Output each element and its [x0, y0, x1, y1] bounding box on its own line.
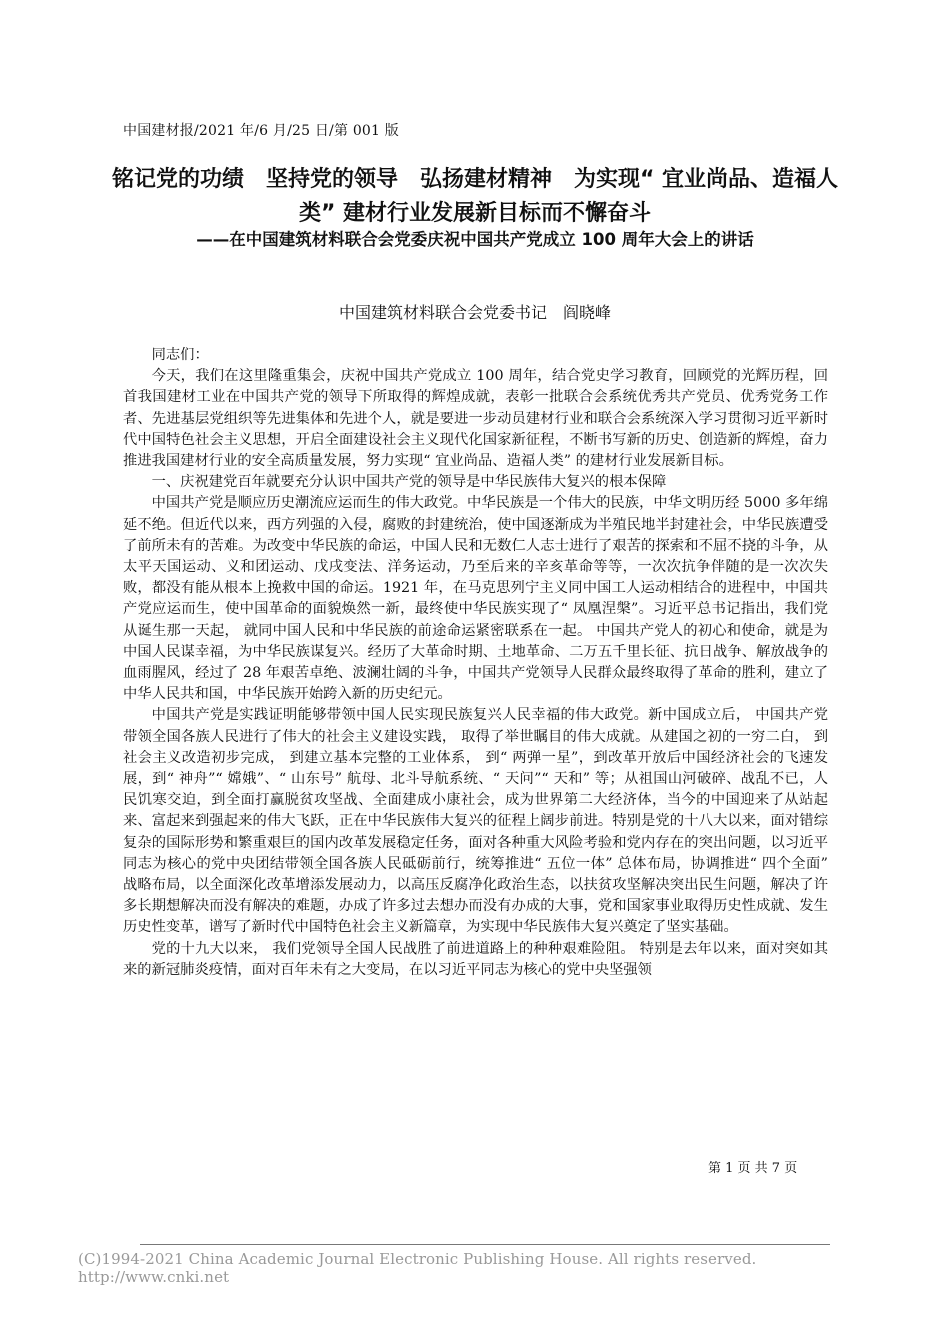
- article-author: 中国建筑材料联合会党委书记 阎晓峰: [338, 303, 611, 322]
- article-body: [123, 345, 828, 981]
- paragraph: 中国共产党是实践证明能够带领中国人民实现民族复兴人民幸福的伟大政党。新中国成立后， 中国共产党带领全国各族人民进行了伟大的社会主义建设实践， 取得了举世瞩目的伟大成就。从建国之初的一穷二白， 到社会主义改造初步完成， 到建立基本完整的工业体系， 到“ 两弹一星”，到改革开放后中国经济社会的飞速发展，到“ 神舟”“ 嫦娥”、“ 山东号” 航母、北斗导航系统、“ 天问”“ 天和” 等；从祖国山河破碎、战乱不已，人民饥寒交迫，到全面打赢脱贫攻坚战、全面建成小康社会，成为世界第二大经济体，当今的中国迎来了从站起来、富起来到强起来的伟大飞跃，正在中华民族伟大复兴的征程上阔步前进。特别是党的十八大以来，面对错综复杂的国际形势和繁重艰巨的国内改革发展稳定任务，面对各种重大风险考验和党内存在的突出问题，以习近平同志为核心的党中央团结带领全国各族人民砥砺前行，统筹推进“ 五位一体” 总体布局，协调推进“ 四个全面” 战略布局，以全面深化改革增添发展动力，以高压反腐净化政治生态，以扶贫攻坚解决突出民生问题，解决了许多长期想解决而没有解决的难题，办成了许多过去想办而没有办成的大事，党和国家事业取得历史性成就、发生历史性变革，谱写了新时代中国特色社会主义新篇章，为实现中华民族伟大复兴奠定了坚实基础。: [123, 707, 828, 936]
- article-subtitle: ——在中国建筑材料联合会党委庆祝中国共产党成立 100 周年大会上的讲话: [196, 230, 754, 249]
- paragraph: 今天，我们在这里隆重集会，庆祝中国共产党成立 100 周年，结合党史学习教育，回顾党的光辉历程，回首我国建材工业在中国共产党的领导下所取得的辉煌成就，表彰一批联合会系统优秀共产党员、优秀党务工作者、先进基层党组织等先进集体和先进个人，就是要进一步动员建材行业和联合会系统深入学习贯彻习近平新时代中国特色社会主义思想，开启全面建设社会主义现代化国家新征程，不断书写新的历史、创造新的辉煌，奋力推进我国建材行业的安全高质量发展，努力实现“ 宜业尚品、造福人类” 的建材行业发展新目标。: [123, 368, 828, 470]
- salutation: 同志们：: [151, 347, 209, 363]
- newspaper-source: 中国建材报/2021 年/6 月/25 日/第 001 版: [123, 123, 399, 139]
- page-number: 第 1 页 共 7 页: [708, 1161, 798, 1176]
- section-heading: 一、庆祝建党百年就要充分认识中国共产党的领导是中华民族伟大复兴的根本保障: [151, 474, 667, 491]
- copyright-footer: (C)1994-2021 China Academic Journal Electronic Publishing House. All rights reserved. http://www.cnki.net: [78, 1250, 757, 1286]
- paragraph: 中国共产党是顺应历史潮流应运而生的伟大政党。中华民族是一个伟大的民族，中华文明历经 5000 多年绵延不绝。但近代以来，西方列强的入侵，腐败的封建统治，使中国逐渐成为半殖民地半封建社会，中华民族遭受了前所未有的苦难。为改变中华民族的命运，中国人民和无数仁人志士进行了艰苦的探索和不屈不挠的斗争，从太平天国运动、义和团运动、戊戌变法、洋务运动，乃至后来的辛亥革命等等，一次次抗争伴随的是一次次失败，都没有能从根本上挽救中国的命运。1921 年，在马克思列宁主义同中国工人运动相结合的进程中，中国共产党应运而生，使中国革命的面貌焕然一新，最终使中华民族实现了“ 凤凰涅槃”。习近平总书记指出，我们党从诞生那一天起， 就同中国人民和中华民族的前途命运紧密联系在一起。 中国共产党人的初心和使命，就是为中国人民谋幸福，为中华民族谋复兴。经历了大革命时期、土地革命、二万五千里长征、抗日战争、解放战争的血雨腥风，经过了 28 年艰苦卓绝、波澜壮阔的斗争，中国共产党领导人民群众最终取得了革命的胜利，建立了中华人民共和国，中华民族开始跨入新的历史纪元。: [123, 495, 828, 703]
- footer-divider: [140, 1244, 830, 1245]
- paragraph: 党的十九大以来， 我们党领导全国人民战胜了前进道路上的种种艰难险阻。 特别是去年以来，面对突如其来的新冠肺炎疫情，面对百年未有之大变局，在以习近平同志为核心的党中央坚强领: [123, 940, 828, 978]
- article-title: 铭记党的功绩 坚持党的领导 弘扬建材精神 为实现“ 宜业尚品、造福人类” 建材行业发展新目标而不懈奋斗: [111, 167, 839, 226]
